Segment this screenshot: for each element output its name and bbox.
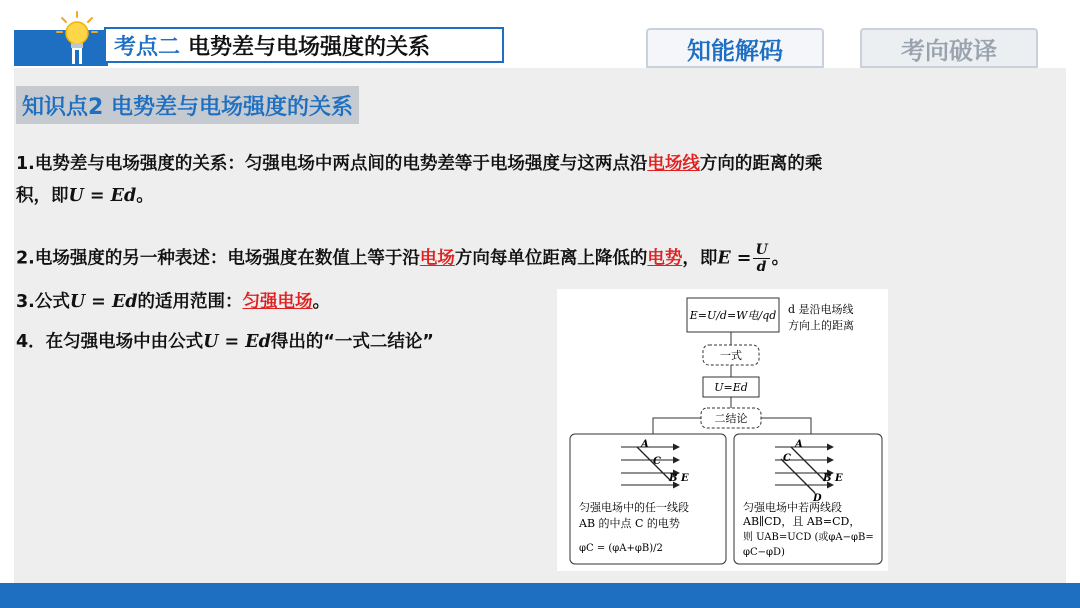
slide-title-text: 电势差与电场强度的关系 (188, 34, 431, 60)
ued-label: U=Ed (714, 381, 748, 394)
right-label-b: B (823, 473, 832, 484)
p2-text-a: 2.电场强度的另一种表述：电场强度在数值上等于沿 (16, 248, 420, 269)
right-caption-1: 匀强电场中若两线段 (743, 501, 842, 514)
left-caption-2: AB 的中点 C 的电势 (579, 517, 680, 530)
right-caption-4: φC−φD) (743, 547, 785, 558)
p2-frac-den: d (756, 259, 767, 275)
kaodian-label: 考点二 (114, 34, 181, 60)
top-formula: E=U/d=W电/qd (689, 309, 777, 322)
p4-text-b: 得出的“一式二结论” (270, 332, 434, 352)
paragraph-2 (16, 242, 789, 275)
right-label-a: A (795, 439, 803, 450)
right-label-c: C (783, 453, 791, 464)
right-caption-2: AB∥CD，且 AB=CD， (743, 515, 861, 528)
left-label-a: A (641, 439, 649, 450)
tab-kaoxiang-poyi[interactable]: 考向破译 (860, 28, 1038, 68)
p1-text-a: 1.电势差与电场强度的关系：匀强电场中两点间的电势差等于电场强度与这两点沿 (16, 154, 648, 174)
p4-text-a: 4．在匀强电场中由公式 (16, 332, 204, 352)
p2-text-b: 方向每单位距离上降低的 (454, 248, 648, 269)
section-title: 知识点2 电势差与电场强度的关系 (16, 86, 359, 124)
p1-text-b: 方向的距离的乘 (699, 154, 823, 174)
right-conclusion-box (734, 434, 882, 564)
p2-text-d: 。 (771, 248, 790, 269)
p2-highlight-2: 电势 (647, 248, 683, 269)
p3-text-a: 3.公式 (16, 292, 70, 312)
p2-frac-num: U (755, 242, 768, 258)
p1-formula: U = Ed (68, 186, 137, 206)
top-note-line-1: d 是沿电场线 (788, 303, 854, 316)
tab-zhineng-jiema[interactable]: 知能解码 (646, 28, 824, 68)
left-caption-1: 匀强电场中的任一线段 (579, 501, 689, 514)
p3-highlight: 匀强电场 (242, 292, 313, 312)
right-label-d: D (813, 493, 822, 504)
p3-formula: U = Ed (69, 292, 138, 312)
yishi-label: 一式 (720, 349, 742, 362)
p3-text-b: 的适用范围： (137, 292, 243, 312)
yishi-erjielun-diagram (557, 289, 888, 571)
paragraph-1 (16, 148, 1056, 212)
p2-formula-lhs: E = (717, 248, 752, 269)
p3-text-c: 。 (312, 292, 331, 312)
p2-text-c: ，即 (682, 248, 718, 269)
slide-title (104, 27, 504, 63)
p1-highlight: 电场线 (647, 154, 700, 174)
left-formula: φC = (φA+φB)/2 (579, 543, 663, 554)
footer-bar (0, 583, 1080, 608)
left-label-e: E (681, 473, 689, 484)
p2-highlight-1: 电场 (419, 248, 455, 269)
right-caption-3: 则 UAB=UCD (或φA−φB= (743, 532, 874, 543)
right-label-e: E (835, 473, 843, 484)
left-label-c: C (653, 456, 661, 467)
paragraph-4 (16, 326, 434, 358)
top-note-line-2: 方向上的距离 (788, 319, 854, 332)
left-label-b: B (669, 473, 678, 484)
erjielun-label: 二结论 (714, 412, 748, 425)
p1-text-c: 积，即 (16, 186, 69, 206)
p2-fraction (753, 242, 769, 275)
paragraph-3 (16, 286, 330, 318)
p1-text-d: 。 (136, 186, 154, 206)
p4-formula: U = Ed (203, 332, 271, 352)
lightbulb-icon (56, 10, 98, 66)
